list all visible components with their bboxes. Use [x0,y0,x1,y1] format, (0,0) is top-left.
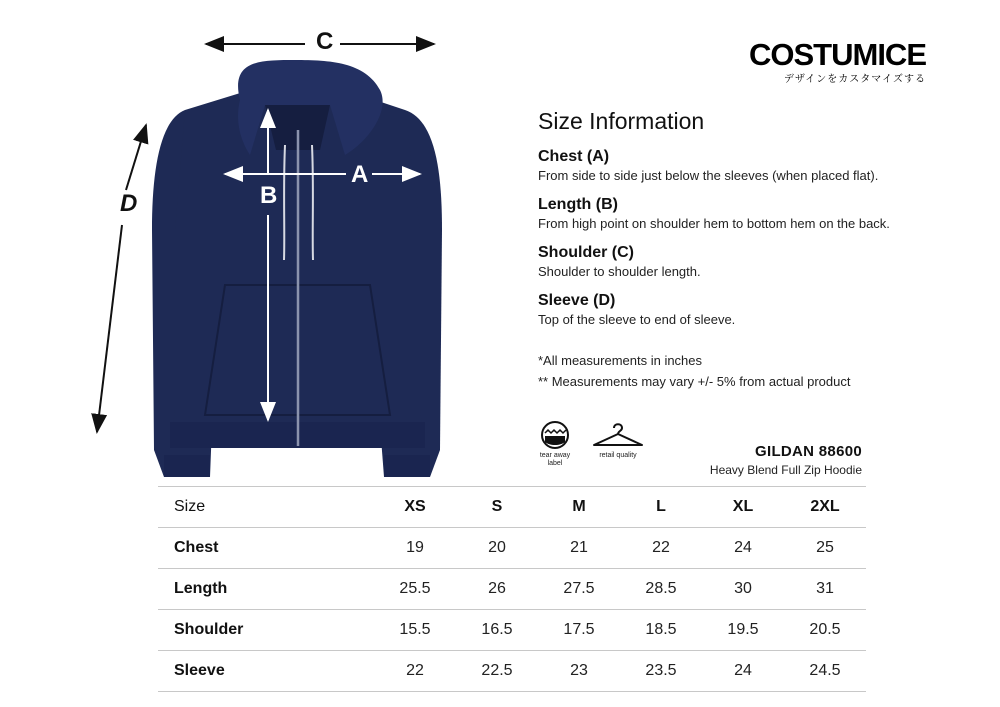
badge-retail-quality [590,420,646,468]
table-row [158,569,866,610]
product-info [710,443,862,477]
measurement-notes [538,350,958,392]
definition-shoulder [538,243,958,280]
hanger-icon [590,420,646,450]
brand-name: COSTUMICE [749,37,926,72]
row-label: Sleeve [158,651,374,692]
badge-tear-away [538,420,572,468]
table-cell: 25 [784,528,866,569]
dimension-label-c: C [316,28,334,55]
table-cell: 26 [456,569,538,610]
row-label: Chest [158,528,374,569]
note-variance: ** Measurements may vary +/- 5% from actual product [538,374,851,389]
definition-desc: Top of the sleeve to end of sleeve. [538,312,736,327]
table-cell: 24 [702,651,784,692]
table-cell: 28.5 [620,569,702,610]
brand-tagline: デザインをカスタマイズする [784,74,926,85]
table-cell: 27.5 [538,569,620,610]
table-cell: 23 [538,651,620,692]
info-title: Size Information [538,108,705,134]
table-header-cell: 2XL [784,487,866,528]
table-cell: 30 [702,569,784,610]
definition-chest [538,147,958,184]
table-cell: 22 [374,651,456,692]
table-cell: 24.5 [784,651,866,692]
note-inches: *All measurements in inches [538,353,703,368]
definition-term: Length (B) [538,196,618,213]
badge-caption: retail quality [599,452,637,459]
definition-term: Sleeve (D) [538,292,616,309]
badge-caption: tear away label [539,452,571,467]
hoodie-image [80,30,510,490]
definition-term: Shoulder (C) [538,244,634,261]
table-header-cell: M [538,487,620,528]
definition-sleeve [538,291,958,328]
definition-term: Chest (A) [538,148,610,165]
table-header-cell: L [620,487,702,528]
dimension-label-b: B [260,182,278,209]
table-cell: 16.5 [456,610,538,651]
dimension-label-a: A [351,161,369,188]
table-cell: 22 [620,528,702,569]
dimension-label-d: D [120,190,138,217]
row-label: Length [158,569,374,610]
hoodie-illustration [80,30,510,490]
size-information [538,108,958,392]
table-cell: 20 [456,528,538,569]
table-header-cell: Size [158,487,374,528]
table-cell: 23.5 [620,651,702,692]
product-code: GILDAN 88600 [755,443,862,460]
definition-length [538,195,958,232]
table-header-cell: XS [374,487,456,528]
table-cell: 19.5 [702,610,784,651]
table-cell: 17.5 [538,610,620,651]
table-cell: 25.5 [374,569,456,610]
table-row [158,651,866,692]
table-cell: 18.5 [620,610,702,651]
table-cell: 31 [784,569,866,610]
brand-logo [749,38,926,85]
definition-desc: From side to side just below the sleeves (when placed flat). [538,168,879,183]
table-header-cell: XL [702,487,784,528]
table-cell: 19 [374,528,456,569]
table-cell: 20.5 [784,610,866,651]
definition-desc: Shoulder to shoulder length. [538,264,701,279]
size-chart-table [158,486,866,692]
tear-away-label-icon [540,420,570,450]
product-description: Heavy Blend Full Zip Hoodie [709,463,862,477]
table-cell: 24 [702,528,784,569]
feature-badges [538,420,646,468]
row-label: Shoulder [158,610,374,651]
table-header-cell: S [456,487,538,528]
table-cell: 22.5 [456,651,538,692]
table-cell: 21 [538,528,620,569]
table-row [158,528,866,569]
table-header-row [158,487,866,528]
table-row [158,610,866,651]
table-cell: 15.5 [374,610,456,651]
definition-desc: From high point on shoulder hem to bottom hem on the back. [538,216,890,231]
